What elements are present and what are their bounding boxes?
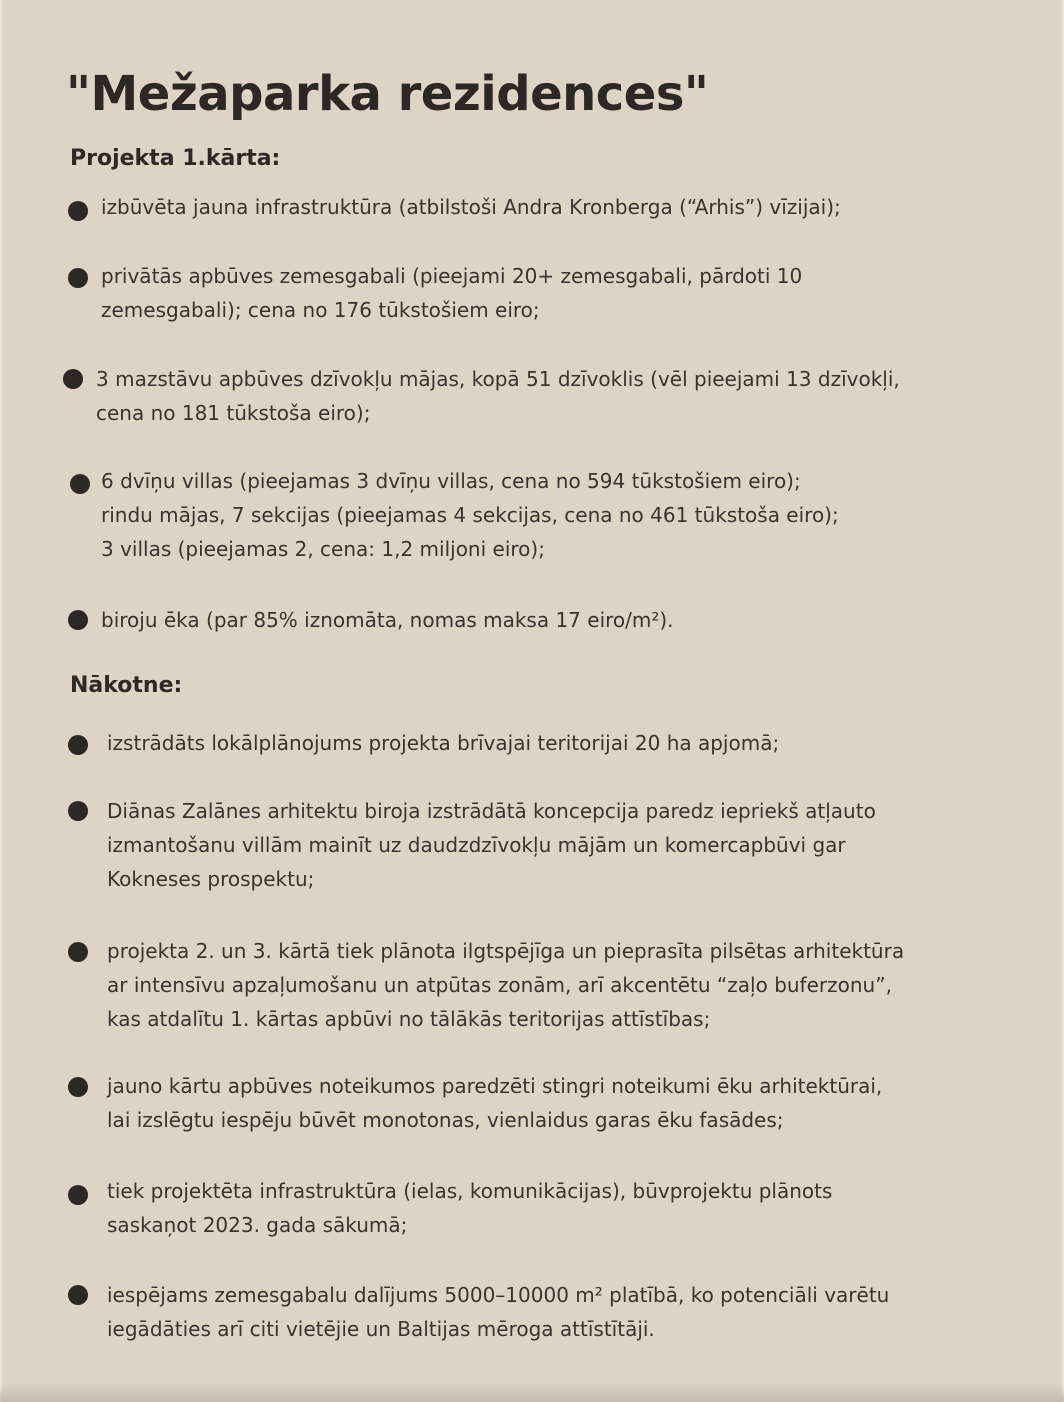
bottom-edge-shadow [0, 1382, 1064, 1402]
list-item-text: biroju ēka (par 85% iznomāta, nomas maksa 17 eiro/m²). [101, 608, 674, 632]
bullet-icon [68, 735, 88, 755]
list-item-text: Diānas Zalānes arhitektu biroja izstrādātā koncepcija paredz iepriekš atļauto izmantošanu villām mainīt uz daudzdzīvokļu mājām un komercapbūvi gar Kokneses prospektu; [107, 799, 876, 891]
bullet-icon [68, 1185, 88, 1205]
list-item-text: tiek projektēta infrastruktūra (ielas, komunikācijas), būvprojektu plānots saskaņot 2023. gada sākumā; [107, 1179, 833, 1237]
bullet-icon [63, 369, 83, 389]
bullet-icon [68, 201, 88, 221]
section-heading-phase-1: Projekta 1.kārta: [70, 146, 281, 171]
list-item-text: izbūvēta jauna infrastruktūra (atbilstoši Andra Kronberga (“Arhis”) vīzijai); [101, 195, 841, 219]
list-item-text: projekta 2. un 3. kārtā tiek plānota ilgtspējīga un pieprasīta pilsētas arhitektūra ar intensīvu apzaļumošanu un atpūtas zonām, arī akcentētu “zaļo buferzonu”, kas atdalītu 1. kārtas apbūvi no tālākās teritorijas attīstības; [107, 939, 905, 1031]
list-item-text: 3 mazstāvu apbūves dzīvokļu mājas, kopā 51 dzīvoklis (vēl pieejami 13 dzīvokļi, cena no 181 tūkstoša eiro); [96, 367, 900, 425]
bullet-icon [68, 942, 88, 962]
section-heading-future: Nākotne: [70, 673, 183, 698]
bullet-icon [68, 801, 88, 821]
list-item-text: jauno kārtu apbūves noteikumos paredzēti stingri noteikumi ēku arhitektūrai, lai izslēgtu iespēju būvēt monotonas, vienlaidus garas ēku fasādes; [107, 1074, 883, 1132]
list-item-text: 6 dvīņu villas (pieejamas 3 dvīņu villas, cena no 594 tūkstošiem eiro); rindu mājas, 7 sekcijas (pieejamas 4 sekcijas, cena no 461 tūkstoša eiro); 3 villas (pieejamas 2, cena: 1,2 miljoni eiro); [101, 469, 839, 561]
bullet-icon [68, 610, 88, 630]
bullet-icon [68, 1285, 88, 1305]
bullet-icon [68, 1077, 88, 1097]
list-item-text: izstrādāts lokālplānojums projekta brīvajai teritorijai 20 ha apjomā; [107, 731, 780, 755]
list-item-text: privātās apbūves zemesgabali (pieejami 20+ zemesgabali, pārdoti 10 zemesgabali); cena no 176 tūkstošiem eiro; [101, 264, 803, 322]
bullet-icon [68, 268, 88, 288]
list-item-text: iespējams zemesgabalu dalījums 5000–10000 m² platībā, ko potenciāli varētu iegādāties arī citi vietējie un Baltijas mēroga attīstītāji. [107, 1283, 890, 1341]
bullet-icon [70, 474, 90, 494]
page-title: "Mežaparka rezidences" [66, 66, 709, 122]
